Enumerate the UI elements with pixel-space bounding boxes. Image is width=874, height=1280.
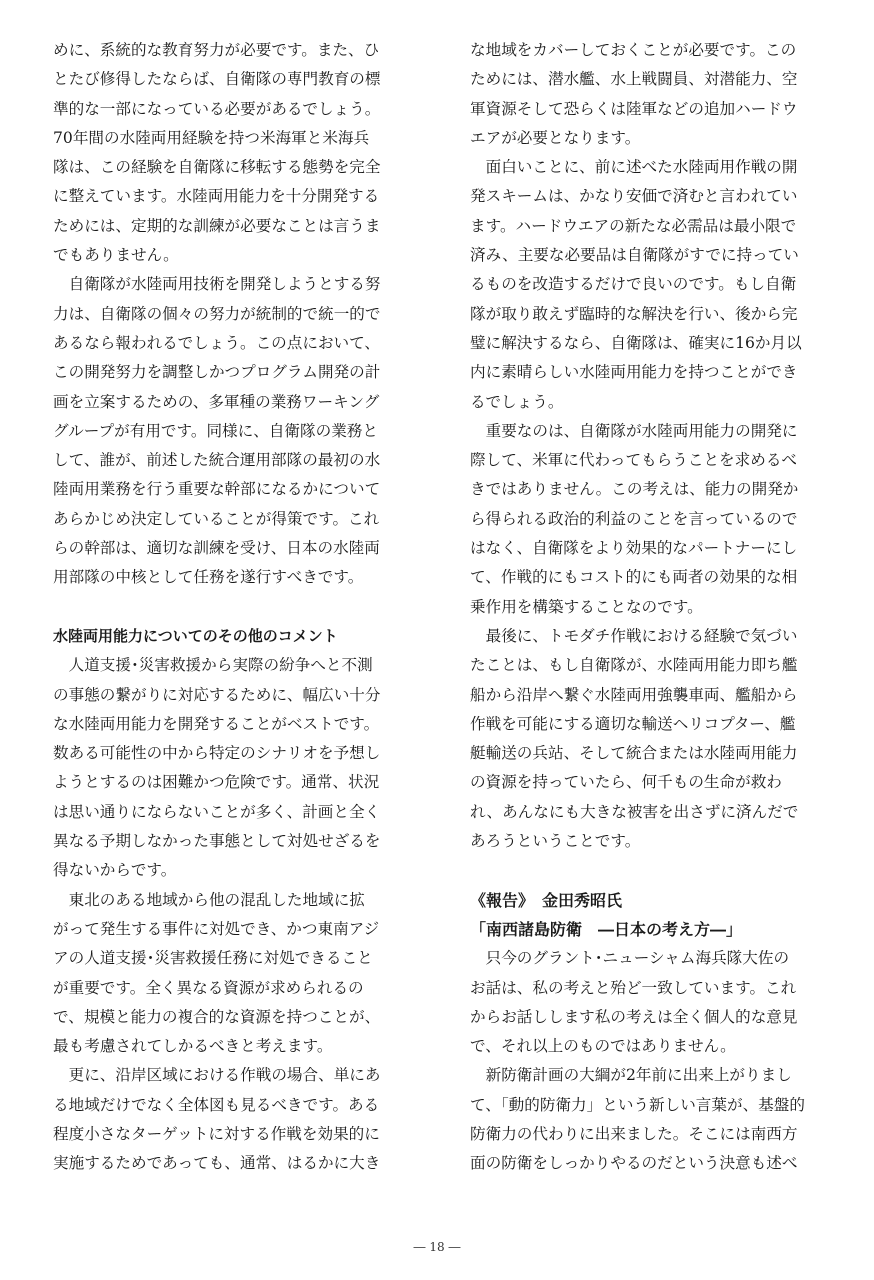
text-line: 自衛隊が水陸両用技術を開発しようとする努: [53, 275, 381, 294]
section-heading: 《報告》 金田秀昭氏: [470, 890, 623, 910]
text-line: 力は、自衛隊の個々の努力が統制的で統一的で: [53, 304, 381, 323]
text-line: 船から沿岸へ繋ぐ水陸両用強襲車両、艦船から: [470, 685, 798, 704]
text-line: 軍資源そして恐らくは陸軍などの追加ハードウ: [470, 99, 798, 118]
text-line: アの人道支援･災害救援任務に対処できること: [53, 949, 373, 968]
text-line: に整えています。水陸両用能力を十分開発する: [53, 187, 380, 206]
section-gap: [470, 856, 836, 885]
text-line: 70年間の水陸両用経験を持つ米海軍と米海兵: [53, 128, 370, 147]
text-line: るでしょう。: [470, 392, 564, 411]
text-line: 防衛力の代わりに出来ました。そこには南西方: [470, 1124, 798, 1143]
text-line: グループが有用です。同様に、自衛隊の業務と: [53, 421, 378, 440]
left-column: [53, 36, 419, 1179]
text-line: 得ないからです。: [53, 861, 177, 880]
right-column: [470, 36, 836, 1179]
text-line: 只今のグラント･ニューシャム海兵隊大佐の: [470, 949, 790, 968]
text-line: 陸両用業務を行う重要な幹部になるかについて: [53, 480, 381, 499]
text-line: 人道支援･災害救援から実際の紛争へと不測: [53, 656, 373, 675]
text-line: な水陸両用能力を開発することがベストです。: [53, 714, 380, 733]
text-line: 画を立案するための、多軍種の業務ワーキング: [53, 392, 380, 411]
text-line: して、誰が、前述した統合運用部隊の最初の水: [53, 451, 381, 470]
text-line: めに、系統的な教育努力が必要です。また、ひ: [53, 41, 380, 59]
text-line: お話は、私の考えと殆ど一致しています。これ: [470, 978, 797, 997]
text-line: エアが必要となります。: [470, 128, 641, 147]
text-line: 内に素晴らしい水陸両用能力を持つことができ: [470, 363, 798, 382]
text-line: て、作戦的にもコスト的にも両者の効果的な相: [470, 568, 798, 587]
text-line: 艇輸送の兵站、そして統合または水陸両用能力: [470, 744, 798, 763]
text-line: たことは、もし自衛隊が、水陸両用能力即ち艦: [470, 656, 798, 675]
text-line: 済み、主要な必要品は自衛隊がすでに持ってい: [470, 246, 799, 265]
text-line: でもありません。: [53, 246, 179, 265]
text-line: あらかじめ決定していることが得策です。これ: [53, 509, 380, 528]
text-line: 重要なのは、自衛隊が水陸両用能力の開発に: [470, 421, 798, 440]
section-gap: [53, 593, 419, 622]
text-line: 作戦を可能にする適切な輸送ヘリコプター、艦: [470, 714, 796, 733]
section-heading: 水陸両用能力についてのその他のコメント: [53, 626, 338, 645]
text-line: 異なる予期しなかった事態として対処せざるを: [53, 832, 381, 851]
text-line: はなく、自衛隊をより効果的なパートナーにし: [470, 539, 798, 558]
text-line: 東北のある地域から他の混乱した地域に拡: [53, 890, 365, 909]
text-line: の資源を持っていたら、何千もの生命が救わ: [470, 773, 782, 792]
text-line: とたび修得したならば、自衛隊の専門教育の標: [53, 70, 381, 89]
text-line: 準的な一部になっている必要があるでしょう。: [53, 99, 381, 118]
text-line: 実施するためであっても、通常、はるかに大き: [53, 1154, 381, 1173]
text-line: ためには、潜水艦、水上戦闘員、対潜能力、空: [470, 70, 798, 89]
text-line: ます。ハードウエアの新たな必需品は最小限で: [470, 216, 797, 235]
text-line: あるなら報われるでしょう。この点において、: [53, 333, 381, 352]
text-line: るものを改造するだけで良いのです。もし自衛: [470, 275, 797, 294]
text-line: ら得られる政治的利益のことを言っているので: [470, 509, 798, 528]
text-line: 際して、米軍に代わってもらうことを求めるべ: [470, 451, 798, 470]
text-line: がって発生する事件に対処でき、かつ東南アジ: [53, 919, 380, 938]
text-line: て、「動的防衛力」という新しい言葉が、基盤的: [470, 1095, 805, 1114]
page-number: ― 18 ―: [413, 1240, 461, 1254]
text-line: 最も考慮されてしかるべきと考えます。: [53, 1037, 333, 1056]
text-line: 最後に、トモダチ作戦における経験で気づい: [470, 626, 798, 645]
text-line: 面白いことに、前に述べた水陸両用作戦の開: [470, 158, 798, 177]
text-line: 発スキームは、かなり安価で済むと言われてい: [470, 187, 798, 206]
text-line: は思い通りにならないことが多く、計画と全く: [53, 802, 381, 821]
text-line: らの幹部は、適切な訓練を受け、日本の水陸両: [53, 539, 380, 558]
text-line: 隊が取り敢えず臨時的な解決を行い、後から完: [470, 304, 798, 323]
text-line: の事態の繋がりに対応するために、幅広い十分: [53, 685, 381, 704]
text-line: な地域をカバーしておくことが必要です。この: [470, 41, 797, 59]
text-line: 乗作用を構築することなのです。: [470, 597, 703, 616]
text-line: ようとするのは困難かつ危険です。通常、状況: [53, 773, 380, 792]
text-line: る地域だけでなく全体図も見るべきです。ある: [53, 1095, 380, 1114]
text-line: で、規模と能力の複合的な資源を持つことが、: [53, 1007, 381, 1026]
text-line: 隊は、この経験を自衛隊に移転する態勢を完全: [53, 158, 381, 177]
text-line: で、それ以上のものではありません。: [470, 1037, 736, 1056]
text-line: からお話しします私の考えは全く個人的な意見: [470, 1007, 798, 1026]
text-line: あろうということです。: [470, 832, 641, 851]
text-line: が重要です。全く異なる資源が求められるの: [53, 978, 364, 997]
text-line: きではありません。この考えは、能力の開発か: [470, 480, 799, 499]
text-line: 数ある可能性の中から特定のシナリオを予想し: [53, 744, 381, 763]
text-line: れ、あんなにも大きな被害を出さずに済んだで: [470, 802, 799, 821]
text-line: 面の防衛をしっかりやるのだという決意も述べ: [470, 1154, 798, 1173]
text-line: 新防衛計画の大綱が2年前に出来上がりまし: [470, 1066, 792, 1085]
section-heading: 「南西諸島防衛 ―日本の考え方―」: [470, 919, 743, 939]
text-line: ためには、定期的な訓練が必要なことは言うま: [53, 216, 381, 235]
text-line: 璧に解決するなら、自衛隊は、確実に16か月以: [470, 333, 802, 352]
text-line: この開発努力を調整しかつプログラム開発の計: [53, 363, 381, 382]
text-line: 更に、沿岸区域における作戦の場合、単にあ: [53, 1066, 381, 1085]
text-line: 用部隊の中核として任務を遂行すべきです。: [53, 568, 364, 587]
text-line: 程度小さなターゲットに対する作戦を効果的に: [53, 1124, 380, 1143]
